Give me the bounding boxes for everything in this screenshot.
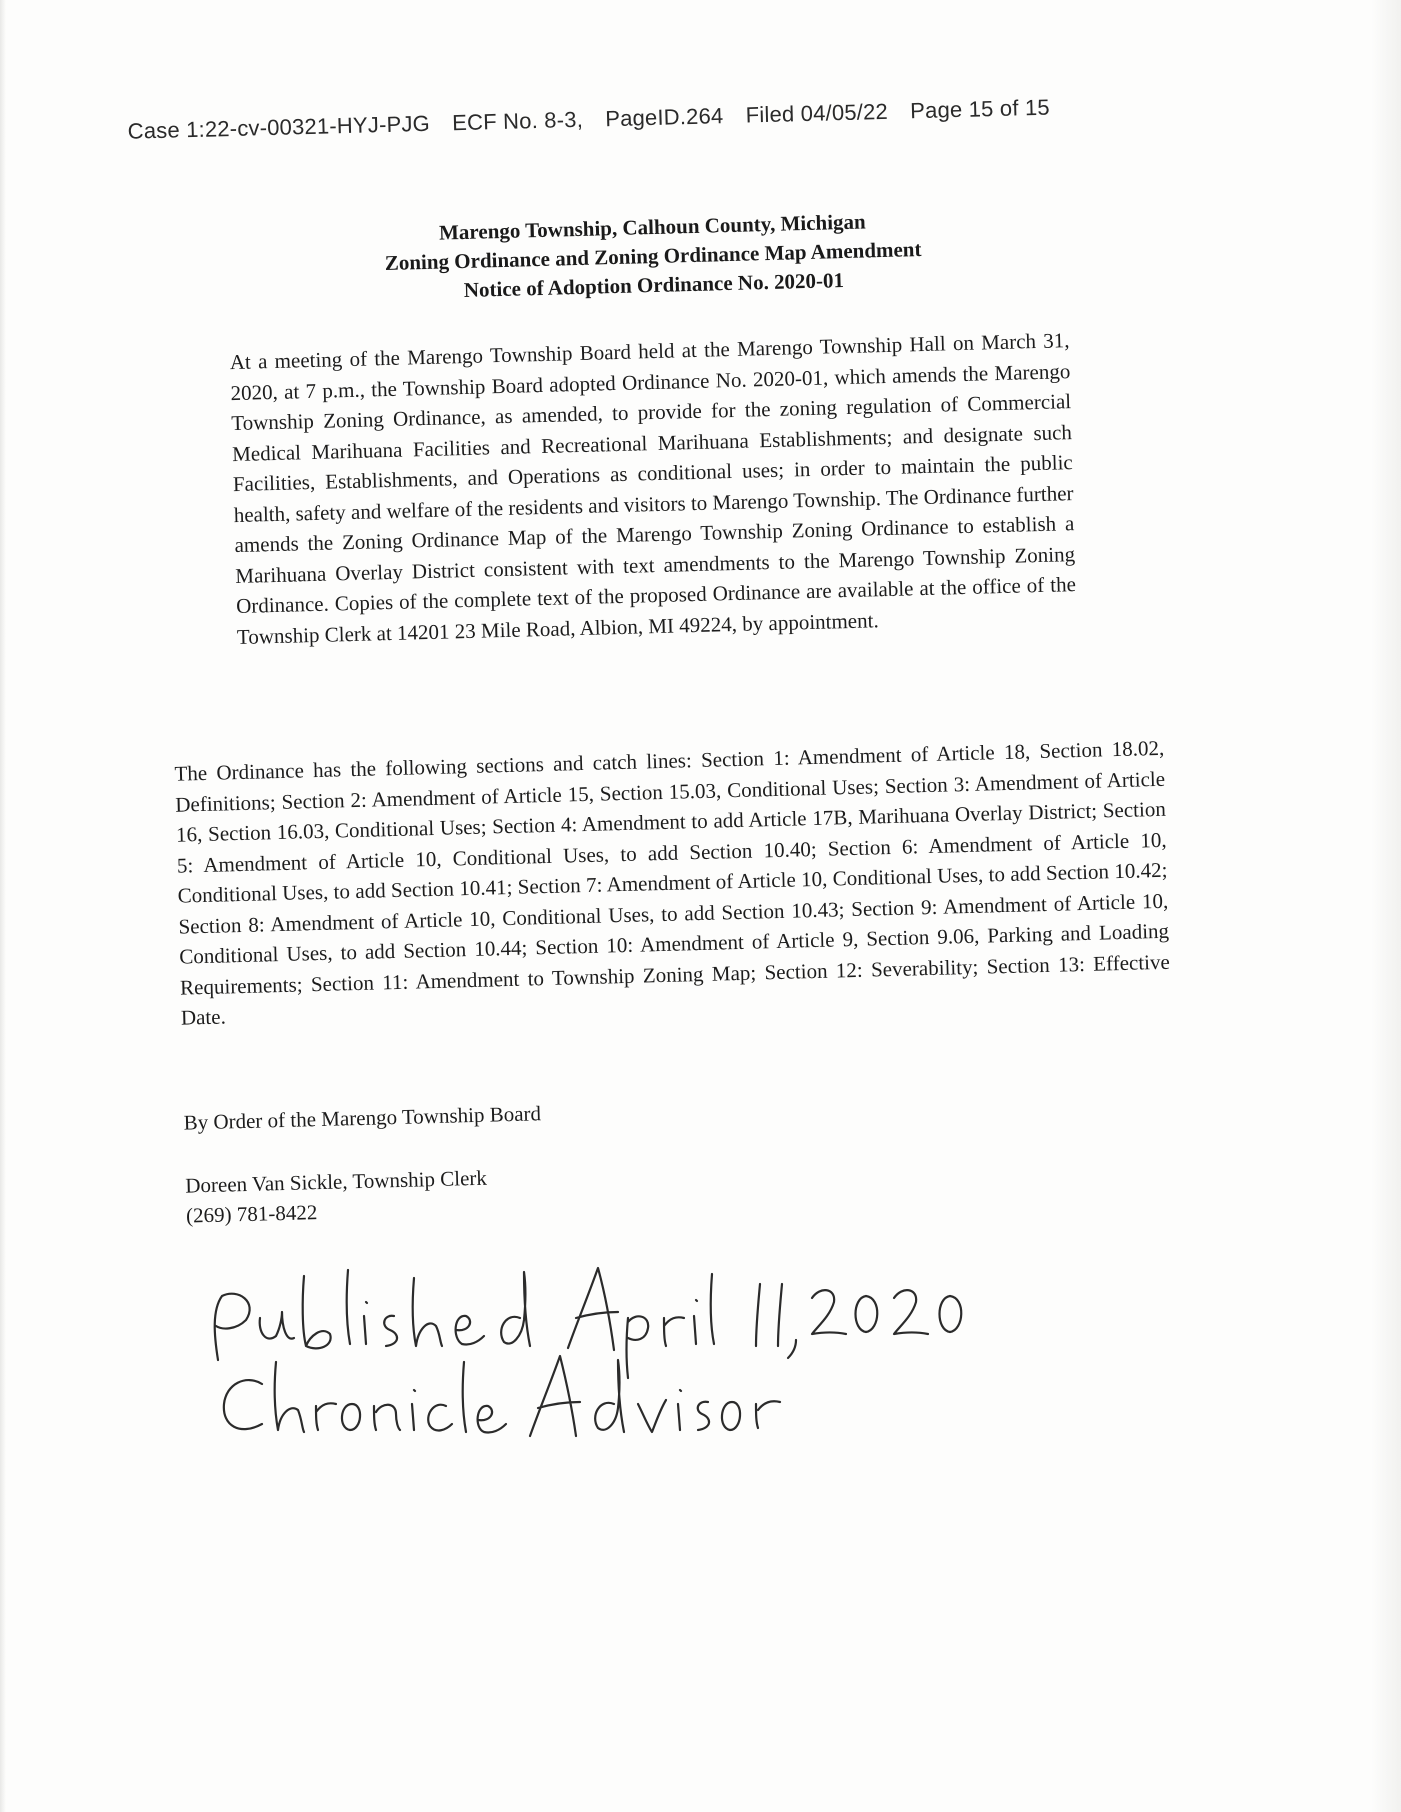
clerk-phone: (269) 781-8422 bbox=[185, 1200, 318, 1228]
meeting-paragraph: At a meeting of the Marengo Township Board held at the Marengo Township Hall on March 31, 2020, at 7 p.m., the Township Board adopted Ordinance No. 2020-01, which amends the Marengo Township Zoning Ordinance, as amended, to provide for the zoning regulation of Commercial Medical Marihuana Facilities and Recreational Marihuana Establishments; and designate such Facilities, Establishments, and Operations as conditional uses; in order to maintain the public health, safety and welfare of the residents and visitors to Marengo Township. The Ordinance further amends the Zoning Ordinance Map of the Marengo Township Zoning Ordinance to establish a Marihuana Overlay District consistent with text amendments to the Marengo Township Zoning Ordinance. Copies of the complete text of the proposed Ordinance are available at the office of the Township Clerk at 14201 23 Mile Road, Albion, MI 49224, by appointment. bbox=[229, 328, 1077, 649]
ecf-number: ECF No. 8-3, bbox=[451, 106, 584, 136]
page-number: Page 15 of 15 bbox=[909, 94, 1051, 124]
title-line-3: Notice of Adoption Ordinance No. 2020-01 bbox=[463, 268, 845, 302]
case-number: Case 1:22-cv-00321-HYJ-PJG bbox=[127, 110, 431, 144]
page-id: PageID.264 bbox=[604, 103, 724, 132]
title-line-1: Marengo Township, Calhoun County, Michigan bbox=[438, 209, 866, 245]
handwritten-published-note bbox=[215, 1268, 962, 1436]
clerk-name: Doreen Van Sickle, Township Clerk bbox=[184, 1165, 488, 1198]
by-order-line: By Order of the Marengo Township Board bbox=[183, 1101, 542, 1135]
sections-paragraph: The Ordinance has the following sections and catch lines: Section 1: Amendment of Article 18, Section 18.02, Definitions; Section 2: Amendment of Article 15, Section 15.03, Conditional Uses; Section 3: Amendment of Article 16, Section 16.03, Conditional Uses; Section 4: Amendment to add Article 17B, Marihuana Overlay District; Section 5: Amendment of Article 10, Conditional Uses, to add Section 10.40; Section 6: Amendment of Article 10, Conditional Uses, to add Section 10.41; Section 7: Amendment of Article 10, Conditional Uses, to add Section 10.42; Section 8: Amendment of Article 10, Conditional Uses, to add Section 10.43; Section 9: Amendment of Article 10, Conditional Uses, to add Section 10.44; Section 10: Amendment of Article 9, Section 9.06, Parking and Loading Requirements; Section 11: Amendment to Township Zoning Map; Section 12: Severability; Section 13: Effective Date. bbox=[174, 735, 1171, 1030]
title-line-2: Zoning Ordinance and Zoning Ordinance Map Amendment bbox=[384, 236, 922, 276]
filed-date: Filed 04/05/22 bbox=[745, 98, 889, 128]
